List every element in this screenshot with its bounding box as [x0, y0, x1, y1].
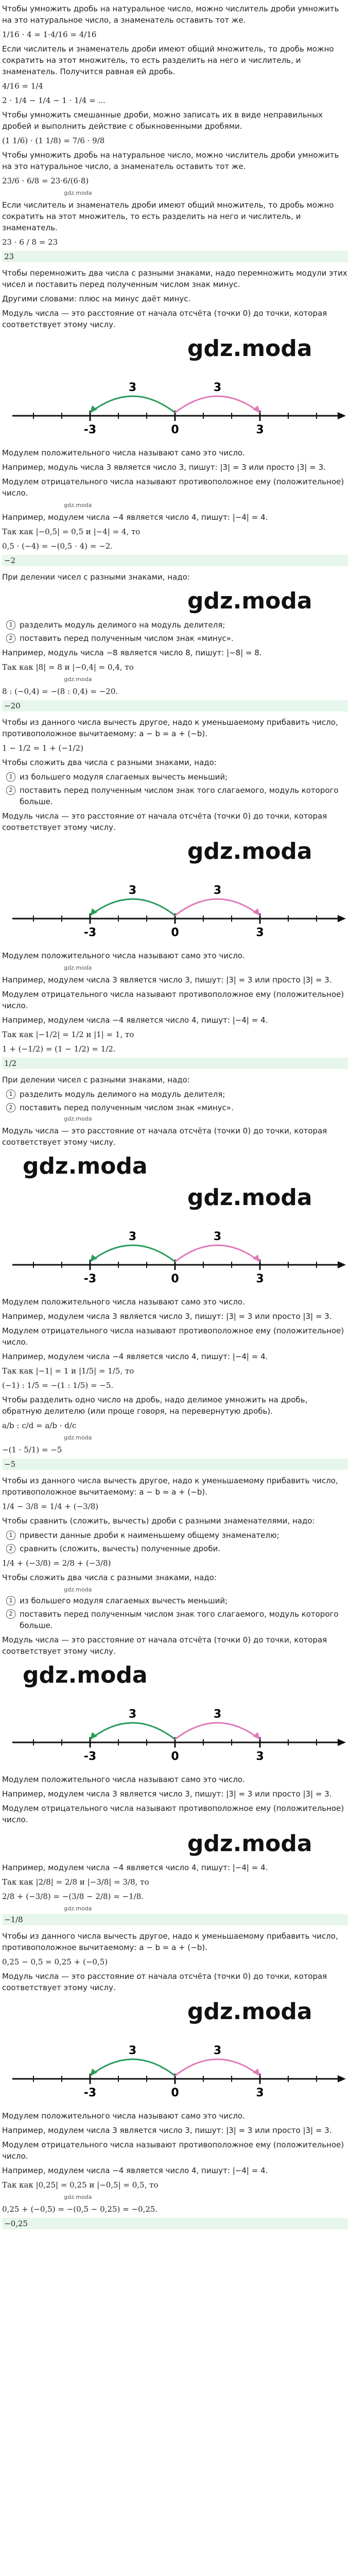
step-text: разделить модуль делимого на модуль делителя;	[20, 620, 225, 630]
explanation-text: Чтобы из данного числа вычесть другое, надо к уменьшаемому прибавить число, противоположное вычитаемому: a − b = a + (−b).	[2, 1931, 338, 1952]
number-line-arc	[175, 396, 260, 413]
explanation-text: Модулем отрицательного числа называют противоположное ему (положительное) число.	[2, 1804, 344, 1824]
number-line-arc-label: 3	[128, 2044, 137, 2057]
answer-highlight: −1/8	[2, 1914, 348, 1925]
number-line-arc-arrowhead	[253, 2069, 260, 2076]
solution-page	[0, 3, 350, 2229]
rule-step	[6, 785, 348, 807]
number-line-label: 0	[171, 1750, 179, 1763]
step-text: из большего модуля слагаемых вычесть меньший;	[20, 772, 228, 782]
number-line-arc-arrowhead	[90, 2069, 97, 2076]
step-number: 1	[6, 1090, 15, 1099]
step-number: 1	[6, 772, 15, 782]
number-line-arc-label: 3	[128, 1708, 137, 1721]
number-line-label: 3	[256, 1273, 264, 1285]
answer-highlight: −20	[2, 700, 348, 711]
number-line-arc-label: 3	[213, 1230, 222, 1243]
watermark: gdz.moda	[64, 964, 92, 971]
answer-highlight: −5	[2, 1459, 348, 1470]
number-line-arc-arrowhead	[90, 1255, 97, 1262]
explanation-text: Модулем положительного числа называют само это число.	[2, 1775, 245, 1784]
explanation-text: Чтобы сложить два числа с разными знаками, надо:	[2, 758, 217, 767]
rule-step	[6, 633, 348, 644]
explanation-text: Чтобы умножить смешанные дроби, можно записать их в виде неправильных дробей и выполнить действие с обыкновенными дробями.	[2, 110, 323, 131]
number-line-arc-label: 3	[213, 2044, 222, 2057]
formula-line: 1/4 − 3/8 = 1/4 + (−3/8)	[2, 1502, 99, 1511]
number-line-arrow	[338, 1739, 346, 1746]
explanation-text: Модуль числа — это расстояние от начала отсчёта (точки 0) до точки, которая соответствует этому числу.	[2, 309, 327, 329]
number-line-arc	[90, 396, 175, 413]
explanation-text: Например, модулем числа −4 является число 4, пишут: |−4| = 4.	[2, 1863, 268, 1872]
formula-line: (−1) : 1/5 = −(1 : 1/5) = −5.	[2, 1381, 114, 1390]
rule-step	[6, 619, 348, 631]
explanation-text: Чтобы умножить дробь на натуральное число, можно числитель дроби умножить на это натуральное число, а знаменатель оставить тот же.	[2, 4, 339, 25]
rule-heading: При делении чисел с разными знаками, надо:	[2, 572, 190, 582]
number-line-label: -3	[83, 423, 97, 436]
explanation-text: Модулем положительного числа называют само это число.	[2, 951, 245, 960]
number-line-arc	[175, 1245, 260, 1262]
formula-line: 0,25 + (−0,5) = −(0,5 − 0,25) = −0,25.	[2, 2205, 158, 2214]
formula-line: 2 · 1/4 − 1/4 − 1 · 1/4 = ...	[2, 96, 106, 105]
number-line-label: 3	[256, 926, 264, 939]
explanation-text: Чтобы разделить одно число на дробь, надо делимое умножить на дробь, обратную делителю (или проще говоря, на перевернутую дробь).	[2, 1395, 308, 1416]
explanation-text: Другими словами: плюс на минус даёт минус.	[2, 294, 191, 303]
answer-highlight: −2	[2, 555, 348, 566]
explanation-text: Чтобы из данного числа вычесть другое, надо к уменьшаемому прибавить число, противоположное вычитаемому: a − b = a + (−b).	[2, 718, 338, 738]
explanation-text: Если числитель и знаменатель дроби имеют общий множитель, то дробь можно сократить на этот множитель, то есть разделить на него и числитель, и знаменатель. Получится равная ей дробь.	[2, 44, 334, 76]
watermark: gdz.moda	[64, 1434, 92, 1441]
explanation-text: Например, модулем числа 3 является число 3, пишут: |3| = 3 или просто |3| = 3.	[2, 1312, 332, 1321]
step-number: 2	[6, 786, 15, 795]
number-line-arc-arrowhead	[253, 908, 260, 916]
explanation-text: Модуль числа — это расстояние от начала отсчёта (точки 0) до точки, которая соответствует этому числу.	[2, 811, 327, 832]
step-text: из большего модуля слагаемых вычесть меньший;	[20, 1596, 228, 1605]
formula-line: 8 : (−0,4) = −(8 : 0,4) = −20.	[2, 687, 118, 696]
number-line-label: 0	[171, 2087, 179, 2099]
explanation-text: Чтобы перемножить два числа с разными знаками, надо перемножить модули этих чисел и поставить перед полученным числом знак минус.	[2, 268, 347, 289]
explanation-text: Модулем положительного числа называют само это число.	[2, 448, 245, 457]
watermark: gdz.moda	[64, 2194, 92, 2200]
number-line-arc-arrowhead	[90, 908, 97, 916]
watermark: gdz.moda	[187, 1998, 312, 2025]
explanation-text: Чтобы из данного числа вычесть другое, надо к уменьшаемому прибавить число, противоположное вычитаемому: a − b = a + (−b).	[2, 1476, 338, 1497]
explanation-text: Модулем отрицательного числа называют противоположное ему (положительное) число.	[2, 2140, 344, 2161]
step-number: 2	[6, 1609, 15, 1619]
number-line-arc-arrowhead	[253, 405, 260, 413]
answer-highlight: 1/2	[2, 1058, 348, 1069]
formula-line: Так как |8| = 8 и |−0,4| = 0,4, то	[2, 663, 134, 672]
step-text: сравнить (сложить, вычесть) полученные дроби.	[20, 1544, 220, 1553]
step-number: 1	[6, 620, 15, 630]
formula-line: 1/16 · 4 = 1·4/16 = 4/16	[2, 30, 97, 39]
watermark: gdz.moda	[64, 190, 92, 196]
formula-line: (1 1/6) · (1 1/8) = 7/6 · 9/8	[2, 136, 105, 145]
number-line	[2, 2030, 348, 2107]
number-line-label: 3	[256, 423, 264, 436]
explanation-text: Модуль числа — это расстояние от начала отсчёта (точки 0) до точки, которая соответствует этому числу.	[2, 1972, 327, 1992]
step-number: 1	[6, 1596, 15, 1605]
step-number: 2	[6, 1544, 15, 1553]
number-line-arc-label: 3	[128, 1230, 137, 1243]
step-text: разделить модуль делимого на модуль делителя;	[20, 1090, 225, 1099]
watermark: gdz.moda	[187, 1831, 312, 1857]
number-line-label: 0	[171, 1273, 179, 1285]
step-number: 2	[6, 634, 15, 643]
explanation-text: Например, модулем числа 3 является число 3, пишут: |3| = 3 или просто |3| = 3.	[2, 975, 332, 985]
explanation-text: Например, модулем числа 3 является число 3, пишут: |3| = 3 или просто |3| = 3.	[2, 1789, 332, 1799]
formula-line: Так как |−1| = 1 и |1/5| = 1/5, то	[2, 1366, 134, 1376]
watermark: gdz.moda	[187, 1184, 312, 1211]
number-line-arrow	[338, 1261, 346, 1268]
step-text: поставить перед полученным числом знак «минус».	[20, 634, 234, 643]
formula-line: a/b : c/d = a/b · d/c	[2, 1421, 77, 1430]
answer-highlight: 23	[2, 251, 348, 262]
rule-step	[6, 1530, 348, 1541]
watermark: gdz.moda	[64, 1586, 92, 1593]
step-number: 1	[6, 1531, 15, 1540]
formula-line: −(1 · 5/1) = −5	[2, 1445, 62, 1454]
explanation-text: Модуль числа — это расстояние от начала отсчёта (точки 0) до точки, которая соответствует этому числу.	[2, 1635, 327, 1656]
explanation-text: Например, модулем числа 3 является число 3, пишут: |3| = 3 или просто |3| = 3.	[2, 2126, 332, 2135]
number-line-arc-label: 3	[213, 1708, 222, 1721]
formula-line: Так как |−1/2| = 1/2 и |1| = 1, то	[2, 1030, 134, 1039]
formula-line: Так как |−0,5| = 0,5 и |−4| = 4, то	[2, 527, 141, 536]
number-line-label: 0	[171, 926, 179, 939]
step-number: 2	[6, 1103, 15, 1112]
watermark: gdz.moda	[64, 502, 92, 509]
step-text: поставить перед полученным числом знак «минус».	[20, 1103, 234, 1112]
watermark: gdz.moda	[23, 1662, 148, 1688]
explanation-text: Например, модулем числа −4 является число 4, пишут: |−4| = 4.	[2, 1015, 268, 1025]
number-line	[2, 870, 348, 947]
watermark: gdz.moda	[187, 588, 312, 614]
formula-line: 1 + (−1/2) = (1 − 1/2) = 1/2.	[2, 1044, 116, 1054]
formula-line: 0,25 − 0,5 = 0,25 + (−0,5)	[2, 1957, 108, 1967]
number-line-label: 3	[256, 2087, 264, 2099]
number-line-label: -3	[83, 1273, 97, 1285]
explanation-text: Модулем отрицательного числа называют противоположное ему (положительное) число.	[2, 1326, 344, 1347]
explanation-text: Чтобы умножить дробь на натуральное число, можно числитель дроби умножить на это натуральное число, а знаменатель оставить тот же.	[2, 150, 339, 171]
explanation-text: Например, модулем числа −4 является число 4, пишут: |−4| = 4.	[2, 2166, 268, 2175]
formula-line: 1/4 + (−3/8) = 2/8 + (−3/8)	[2, 1558, 111, 1568]
rule-step	[6, 771, 348, 783]
formula-line: 1 − 1/2 = 1 + (−1/2)	[2, 743, 83, 753]
explanation-text: Чтобы сравнить (сложить, вычесть) дроби с разными знаменателями, надо:	[2, 1516, 315, 1526]
explanation-text: Например, модуль числа 3 является число 3, пишут: |3| = 3 или просто |3| = 3.	[2, 463, 326, 472]
number-line-arc-arrowhead	[253, 1732, 260, 1739]
number-line-arrow	[338, 915, 346, 922]
number-line-arrow	[338, 2075, 346, 2082]
explanation-text: Модулем положительного числа называют само это число.	[2, 1297, 245, 1307]
rule-step	[6, 1089, 348, 1100]
number-line-arc-arrowhead	[90, 1732, 97, 1739]
number-line-arc-label: 3	[213, 381, 222, 394]
number-line-label: -3	[83, 2087, 97, 2099]
number-line-arc-arrowhead	[90, 405, 97, 413]
number-line-label: -3	[83, 926, 97, 939]
number-line-label: 3	[256, 1750, 264, 1763]
explanation-text: Чтобы сложить два числа с разными знаками, надо:	[2, 1573, 217, 1582]
number-line-arc	[175, 1723, 260, 1739]
explanation-text: Модулем отрицательного числа называют противоположное ему (положительное) число.	[2, 990, 344, 1010]
formula-line: 2/8 + (−3/8) = −(3/8 − 2/8) = −1/8.	[2, 1892, 144, 1901]
answer-highlight: −0,25	[2, 2218, 348, 2229]
rule-step	[6, 1608, 348, 1631]
number-line-arc-label: 3	[128, 381, 137, 394]
rule-heading: При делении чисел с разными знаками, надо:	[2, 1075, 190, 1084]
number-line-label: -3	[83, 1750, 97, 1763]
formula-line: 0,5 · (−4) = −(0,5 · 4) = −2.	[2, 541, 113, 551]
number-line-arc	[175, 2059, 260, 2076]
formula-line: Так как |0,25| = 0,25 и |−0,5| = 0,5, то	[2, 2180, 159, 2190]
number-line-arc-label: 3	[213, 884, 222, 897]
explanation-text: Модуль числа — это расстояние от начала отсчёта (точки 0) до точки, которая соответствует этому числу.	[2, 1126, 327, 1147]
watermark: gdz.moda	[64, 1115, 92, 1122]
watermark: gdz.moda	[187, 838, 312, 865]
formula-line: 23/6 · 6/8 = 23·6/(6·8)	[2, 176, 89, 185]
number-line-arc	[175, 899, 260, 916]
explanation-text: Модулем отрицательного числа называют противоположное ему (положительное) число.	[2, 477, 344, 498]
formula-line: Так как |2/8| = 2/8 и |−3/8| = 3/8, то	[2, 1877, 149, 1887]
watermark: gdz.moda	[23, 1153, 148, 1179]
formula-line: 23 · 6 / 8 = 23	[2, 238, 58, 247]
number-line-arc	[90, 899, 175, 916]
number-line	[2, 367, 348, 444]
rule-step	[6, 1102, 348, 1113]
number-line-arc	[90, 2059, 175, 2076]
number-line-arc-label: 3	[128, 884, 137, 897]
formula-line: 4/16 = 1/4	[2, 81, 43, 91]
number-line-arc-arrowhead	[253, 1255, 260, 1262]
explanation-text: Если числитель и знаменатель дроби имеют общий множитель, то дробь можно сократить на этот множитель, то есть разделить на него и числитель, и знаменатель.	[2, 200, 334, 232]
number-line-label: 0	[171, 423, 179, 436]
step-text: поставить перед полученным числом знак того слагаемого, модуль которого больше.	[20, 1609, 339, 1630]
explanation-text: Например, модуль числа −8 является число 8, пишут: |−8| = 8.	[2, 648, 262, 657]
number-line	[2, 1216, 348, 1293]
explanation-text: Например, модулем числа −4 является число 4, пишут: |−4| = 4.	[2, 1352, 268, 1361]
number-line-arrow	[338, 412, 346, 419]
explanation-text: Модулем положительного числа называют само это число.	[2, 2111, 245, 2121]
explanation-text: Например, модулем числа −4 является число 4, пишут: |−4| = 4.	[2, 513, 268, 522]
step-text: поставить перед полученным числом знак того слагаемого, модуль которого больше.	[20, 786, 339, 806]
watermark: gdz.moda	[187, 335, 312, 362]
rule-step	[6, 1595, 348, 1606]
number-line	[2, 1693, 348, 1771]
watermark: gdz.moda	[64, 1905, 92, 1912]
number-line-arc	[90, 1245, 175, 1262]
number-line-arc	[90, 1723, 175, 1739]
step-text: привести данные дроби к наименьшему общему знаменателю;	[20, 1531, 279, 1540]
watermark: gdz.moda	[64, 676, 92, 683]
rule-step	[6, 1543, 348, 1554]
